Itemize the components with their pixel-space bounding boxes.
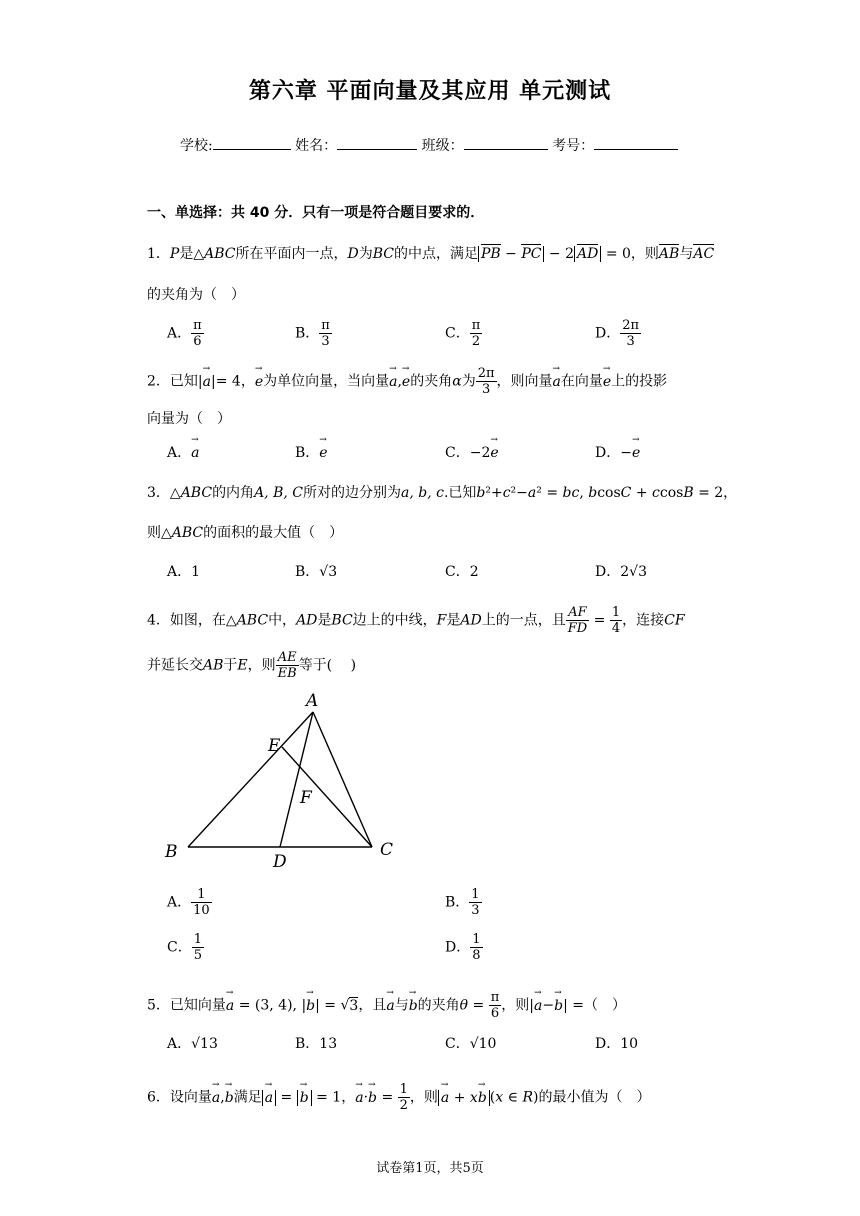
q1-text: 为 xyxy=(358,246,373,262)
q3-text: 的面积的最大值（ ） xyxy=(203,525,344,541)
exam-no-blank[interactable] xyxy=(594,135,678,150)
q1-option-c[interactable]: C． $\frac{\pi}{2}$ xyxy=(445,318,481,349)
q5-text: 5．已知向量 xyxy=(147,997,226,1014)
q4-text: 4．如图，在 xyxy=(147,612,226,629)
q1-option-d[interactable]: D． $\frac{2\pi}{3}$ xyxy=(595,318,640,349)
question-5-line-1: 5．已知向量→ a = (3, 4), |→ b| = √3，且→ a与→ b的夹角θ = $\frac{\pi}{6}$ ，则|→ a−→ b| =（ ） xyxy=(147,990,626,1021)
segment-ec xyxy=(282,747,372,847)
question-2-line-2: 向量为（ ） xyxy=(147,411,231,427)
question-4-line-1: 4．如图，在△ABC中，AD是BC边上的中线，F是AD上的一点，且 $\frac{AF}{FD}$ = $\frac{1}{4}$ ，连接CF xyxy=(147,605,685,636)
q4-text: 是 xyxy=(446,612,461,629)
q4-text: 中， xyxy=(268,612,297,629)
q5-text: ，且 xyxy=(358,997,387,1014)
q4-text: 等于( ) xyxy=(298,657,357,674)
q5-option-b[interactable]: B．13 xyxy=(295,1036,338,1052)
name-label: 姓名： xyxy=(295,138,338,154)
q5-option-d[interactable]: D．10 xyxy=(595,1036,639,1052)
q3-text: .已知 xyxy=(443,485,477,501)
q5-option-a[interactable]: A．√13 xyxy=(167,1036,218,1052)
student-info-line xyxy=(180,135,678,155)
question-3-line-1: 3．△ABC的内角A, B, C所对的边分别为a, b, c.已知b²+c²−a² = bc, bcosC + ccosB = 2， xyxy=(147,485,738,501)
q2-option-a[interactable]: A．→ a xyxy=(167,442,199,462)
q6-text: 的最小值为（ ） xyxy=(538,1089,651,1106)
q4-option-a[interactable]: A． $\frac{1}{10}$ xyxy=(167,887,210,918)
segment-ad xyxy=(280,712,313,847)
label-b: B xyxy=(165,842,178,862)
q3-option-c[interactable]: C．2 xyxy=(445,564,479,580)
section-heading: 一、单选择：共 40 分．只有一项是符合题目要求的． xyxy=(147,205,485,221)
q1-text: ，则 xyxy=(630,246,659,262)
page-footer: 试卷第1页，共5页 xyxy=(376,1161,484,1176)
question-4-line-2: 并延长交AB于E，则 $\frac{AE}{EB}$ 等于( ) xyxy=(147,650,357,681)
q3-text: 所对的边分别为 xyxy=(302,485,401,501)
school-label: 学校: xyxy=(180,138,213,154)
q1-text: 与 xyxy=(679,246,694,262)
q6-text: 满足 xyxy=(233,1089,262,1106)
q5-text: 与 xyxy=(394,997,409,1014)
question-3-line-2: 则△ABC的面积的最大值（ ） xyxy=(147,525,344,541)
q1-formula: PB − PC xyxy=(478,246,545,262)
q4-text: 于 xyxy=(223,657,238,674)
q2-text: 为单位向量，当向量 xyxy=(263,373,390,390)
q5-text: （ ） xyxy=(583,997,626,1014)
q2-option-d[interactable]: D．−→ e xyxy=(595,442,640,462)
segment-ac xyxy=(313,712,372,847)
class-label: 班级： xyxy=(421,138,464,154)
q4-option-d[interactable]: D． $\frac{1}{8}$ xyxy=(445,932,481,963)
vec-ab: AB xyxy=(658,246,680,262)
q3-option-a[interactable]: A．1 xyxy=(167,564,201,580)
q4-option-c[interactable]: C． $\frac{1}{5}$ xyxy=(167,932,202,963)
q4-option-b[interactable]: B． $\frac{1}{3}$ xyxy=(445,887,480,918)
q1-text: 的中点，满足 xyxy=(393,246,478,262)
q6-text: ， xyxy=(341,1089,356,1106)
q2-text: 的夹角 xyxy=(410,373,453,390)
q4-text: ，连接 xyxy=(622,612,665,629)
q2-text: 上的投影 xyxy=(611,373,668,390)
q3-text: 则 xyxy=(147,525,161,541)
q2-option-c[interactable]: C．−2→ e xyxy=(445,442,499,462)
q1-option-a[interactable]: A． $\frac{\pi}{6}$ xyxy=(167,318,202,349)
vec-ac: AC xyxy=(693,246,715,262)
q3-text: 3． xyxy=(147,485,170,501)
q4-text: 上的一点，且 xyxy=(481,612,566,629)
q2-option-b[interactable]: B．→ e xyxy=(295,442,328,462)
q4-text: 是 xyxy=(317,612,332,629)
q2-text: 为 xyxy=(461,373,476,390)
page-title: 第六章 平面向量及其应用 单元测试 xyxy=(248,79,612,104)
class-blank[interactable] xyxy=(464,135,548,150)
q4-text: ，则 xyxy=(247,657,276,674)
q5-option-c[interactable]: C．√10 xyxy=(445,1036,497,1052)
label-d: D xyxy=(273,852,287,872)
school-blank[interactable] xyxy=(213,135,291,150)
q1-option-b[interactable]: B． $\frac{\pi}{3}$ xyxy=(295,318,330,349)
question-1-line-1: 1．P是△ABC所在平面内一点，D为BC的中点，满足 PB − PC − 2 AD = 0，则AB与AC xyxy=(147,246,715,262)
q3-text: 的内角 xyxy=(212,485,255,501)
q4-text: 并延长交 xyxy=(147,657,203,674)
label-f: F xyxy=(300,788,312,808)
q2-text: 在向量 xyxy=(560,373,603,390)
label-c: C xyxy=(380,840,394,860)
q3-option-b[interactable]: B．√3 xyxy=(295,564,338,580)
name-blank[interactable] xyxy=(337,135,417,150)
q3-option-d[interactable]: D．2√3 xyxy=(595,564,647,580)
q5-text: 的夹角 xyxy=(417,997,460,1014)
q2-text: ，则向量 xyxy=(496,373,553,390)
q5-text: ，则 xyxy=(501,997,530,1014)
segment-ab xyxy=(188,712,313,847)
question-6-line-1: 6．设向量→ a,→ b满足→ a = → b = 1，→ a·→ b = $\frac{1}{2}$ ，则→ a + x→ b (x ∈ R)的最小值为（ ） xyxy=(147,1082,650,1113)
q2-text: ， xyxy=(240,373,255,390)
q2-text: 2．已知 xyxy=(147,373,198,390)
q1-text: 是 xyxy=(179,246,194,262)
q6-text: ，则 xyxy=(409,1089,438,1106)
exam-no-label: 考号： xyxy=(552,138,595,154)
q4-text: 边上的中线， xyxy=(352,612,437,629)
q1-number: 1． xyxy=(147,246,170,262)
q6-text: 6．设向量 xyxy=(147,1089,212,1106)
label-a: A xyxy=(306,691,319,711)
question-2-line-1: 2．已知|→ a|= 4，→ e为单位向量，当向量→ a,→ e的夹角α为 $\frac{2\pi}{3}$ ，则向量→ a在向量→ e上的投影 xyxy=(147,366,667,397)
q1-text: 所在平面内一点， xyxy=(235,246,348,262)
question-1-line-2: 的夹角为（ ） xyxy=(147,287,245,303)
label-e: E xyxy=(268,736,281,756)
triangle-figure xyxy=(155,690,405,880)
